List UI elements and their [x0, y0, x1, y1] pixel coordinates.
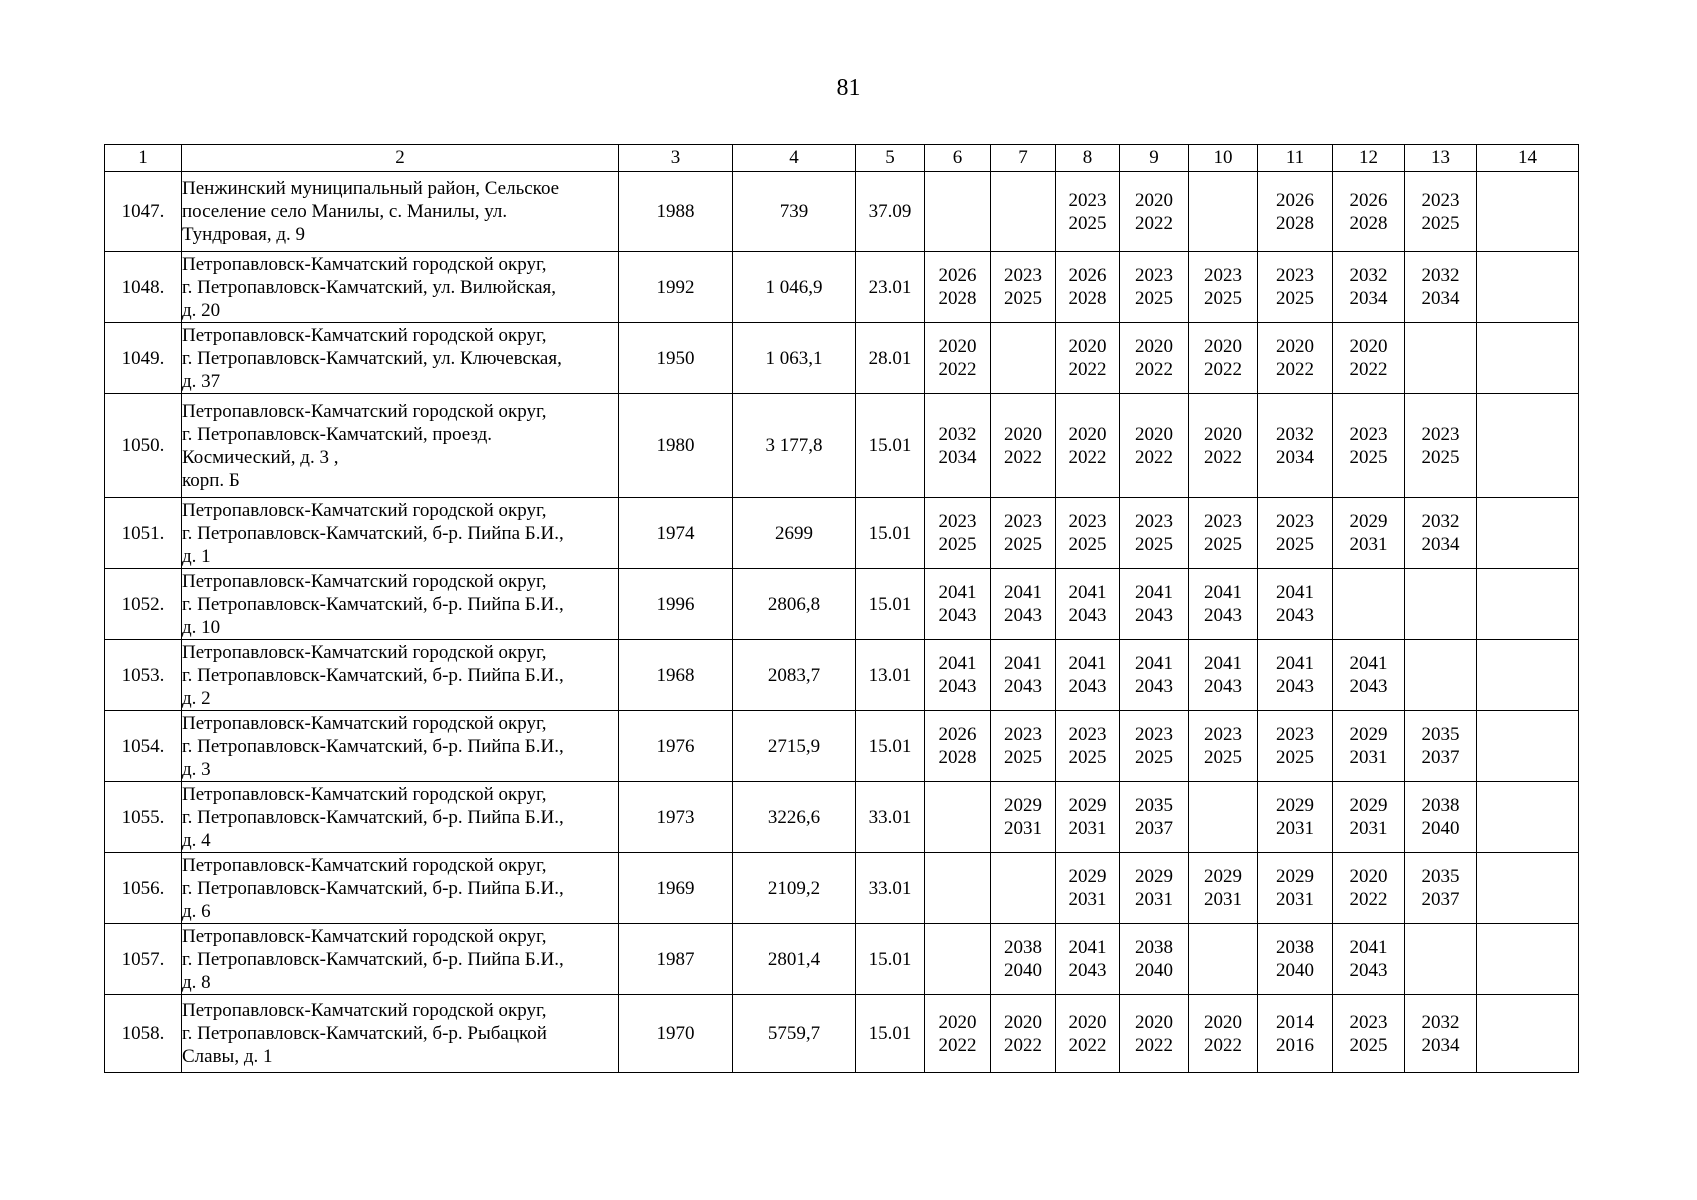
period-cell: 2020 2022	[1120, 995, 1189, 1073]
build-year-cell: 1996	[619, 569, 733, 640]
period-cell: 2023 2025	[991, 711, 1056, 782]
address-cell: Петропавловск-Камчатский городской округ, г. Петропавловск-Камчатский, б-р. Пийпа Б.И., д. 4	[182, 782, 619, 853]
period-cell	[925, 172, 991, 252]
period-cell	[1405, 924, 1477, 995]
table-row	[105, 640, 1579, 711]
period-cell: 2023 2025	[1405, 394, 1477, 498]
period-cell: 2020 2022	[925, 323, 991, 394]
period-cell: 2032 2034	[1258, 394, 1333, 498]
period-cell	[1477, 172, 1579, 252]
period-cell: 2041 2043	[925, 640, 991, 711]
code-cell: 15.01	[856, 569, 925, 640]
period-cell: 2029 2031	[1189, 853, 1258, 924]
period-cell: 2035 2037	[1405, 711, 1477, 782]
period-cell: 2023 2025	[1120, 252, 1189, 323]
code-cell: 15.01	[856, 394, 925, 498]
period-cell: 2020 2022	[991, 995, 1056, 1073]
period-cell	[1333, 569, 1405, 640]
period-cell: 2041 2043	[925, 569, 991, 640]
period-cell: 2026 2028	[925, 711, 991, 782]
column-header: 4	[733, 145, 856, 172]
area-cell: 2699	[733, 498, 856, 569]
period-cell	[1477, 853, 1579, 924]
code-cell: 15.01	[856, 498, 925, 569]
period-cell: 2041 2043	[1120, 569, 1189, 640]
period-cell: 2032 2034	[1333, 252, 1405, 323]
period-cell	[991, 172, 1056, 252]
column-header: 9	[1120, 145, 1189, 172]
period-cell: 2023 2025	[1120, 711, 1189, 782]
period-cell: 2026 2028	[925, 252, 991, 323]
period-cell: 2023 2025	[1333, 394, 1405, 498]
period-cell: 2041 2043	[1120, 640, 1189, 711]
period-cell: 2029 2031	[1120, 853, 1189, 924]
period-cell: 2023 2025	[1258, 711, 1333, 782]
period-cell: 2041 2043	[1056, 640, 1120, 711]
address-cell: Петропавловск-Камчатский городской округ, г. Петропавловск-Камчатский, б-р. Пийпа Б.И., д. 2	[182, 640, 619, 711]
build-year-cell: 1970	[619, 995, 733, 1073]
period-cell	[1477, 782, 1579, 853]
row-number-cell: 1058.	[105, 995, 182, 1073]
table-row	[105, 853, 1579, 924]
table-row	[105, 995, 1579, 1073]
table-body	[105, 172, 1579, 1073]
period-cell: 2041 2043	[1056, 924, 1120, 995]
code-cell: 15.01	[856, 711, 925, 782]
period-cell: 2029 2031	[1333, 711, 1405, 782]
build-year-cell: 1973	[619, 782, 733, 853]
period-cell: 2032 2034	[925, 394, 991, 498]
build-year-cell: 1976	[619, 711, 733, 782]
period-cell: 2041 2043	[1189, 569, 1258, 640]
address-cell: Петропавловск-Камчатский городской округ, г. Петропавловск-Камчатский, ул. Вилюйская, д. 20	[182, 252, 619, 323]
period-cell: 2020 2022	[1120, 323, 1189, 394]
period-cell	[1189, 172, 1258, 252]
repair-schedule-table	[104, 144, 1579, 1073]
area-cell: 2109,2	[733, 853, 856, 924]
period-cell	[925, 924, 991, 995]
code-cell: 37.09	[856, 172, 925, 252]
row-number-cell: 1047.	[105, 172, 182, 252]
column-number-header-row	[105, 145, 1579, 172]
period-cell: 2023 2025	[1258, 498, 1333, 569]
period-cell: 2020 2022	[1333, 853, 1405, 924]
row-number-cell: 1055.	[105, 782, 182, 853]
row-number-cell: 1052.	[105, 569, 182, 640]
period-cell: 2020 2022	[1056, 323, 1120, 394]
build-year-cell: 1980	[619, 394, 733, 498]
period-cell: 2020 2022	[1189, 323, 1258, 394]
column-header: 11	[1258, 145, 1333, 172]
period-cell: 2041 2043	[1189, 640, 1258, 711]
table-row	[105, 569, 1579, 640]
period-cell	[991, 323, 1056, 394]
period-cell: 2020 2022	[1189, 394, 1258, 498]
area-cell: 3 177,8	[733, 394, 856, 498]
row-number-cell: 1050.	[105, 394, 182, 498]
build-year-cell: 1968	[619, 640, 733, 711]
period-cell: 2035 2037	[1120, 782, 1189, 853]
code-cell: 15.01	[856, 995, 925, 1073]
table-row	[105, 711, 1579, 782]
table-row	[105, 252, 1579, 323]
column-header: 7	[991, 145, 1056, 172]
row-number-cell: 1048.	[105, 252, 182, 323]
period-cell: 2023 2025	[1056, 711, 1120, 782]
period-cell: 2023 2025	[925, 498, 991, 569]
table-row	[105, 782, 1579, 853]
period-cell: 2032 2034	[1405, 498, 1477, 569]
column-header: 13	[1405, 145, 1477, 172]
period-cell: 2026 2028	[1333, 172, 1405, 252]
build-year-cell: 1992	[619, 252, 733, 323]
address-cell: Петропавловск-Камчатский городской округ, г. Петропавловск-Камчатский, б-р. Пийпа Б.И., д. 1	[182, 498, 619, 569]
period-cell	[1405, 640, 1477, 711]
area-cell: 2806,8	[733, 569, 856, 640]
period-cell: 2041 2043	[1258, 640, 1333, 711]
period-cell: 2023 2025	[1405, 172, 1477, 252]
period-cell: 2032 2034	[1405, 995, 1477, 1073]
table-row	[105, 498, 1579, 569]
address-cell: Петропавловск-Камчатский городской округ, г. Петропавловск-Камчатский, б-р. Пийпа Б.И., д. 3	[182, 711, 619, 782]
code-cell: 33.01	[856, 782, 925, 853]
row-number-cell: 1056.	[105, 853, 182, 924]
period-cell: 2023 2025	[991, 498, 1056, 569]
period-cell: 2020 2022	[1333, 323, 1405, 394]
code-cell: 33.01	[856, 853, 925, 924]
code-cell: 13.01	[856, 640, 925, 711]
period-cell	[1477, 394, 1579, 498]
period-cell	[991, 853, 1056, 924]
address-cell: Петропавловск-Камчатский городской округ, г. Петропавловск-Камчатский, б-р. Пийпа Б.И., д. 6	[182, 853, 619, 924]
period-cell: 2023 2025	[1189, 498, 1258, 569]
build-year-cell: 1974	[619, 498, 733, 569]
period-cell	[1477, 711, 1579, 782]
period-cell	[1477, 995, 1579, 1073]
code-cell: 15.01	[856, 924, 925, 995]
build-year-cell: 1950	[619, 323, 733, 394]
column-header: 5	[856, 145, 925, 172]
area-cell: 2083,7	[733, 640, 856, 711]
period-cell	[1477, 252, 1579, 323]
period-cell: 2020 2022	[1056, 394, 1120, 498]
build-year-cell: 1988	[619, 172, 733, 252]
period-cell: 2035 2037	[1405, 853, 1477, 924]
period-cell: 2020 2022	[1189, 995, 1258, 1073]
table-row	[105, 172, 1579, 252]
column-header: 14	[1477, 145, 1579, 172]
period-cell: 2020 2022	[1258, 323, 1333, 394]
build-year-cell: 1987	[619, 924, 733, 995]
period-cell: 2020 2022	[991, 394, 1056, 498]
period-cell: 2041 2043	[1258, 569, 1333, 640]
area-cell: 1 046,9	[733, 252, 856, 323]
row-number-cell: 1053.	[105, 640, 182, 711]
address-cell: Петропавловск-Камчатский городской округ, г. Петропавловск-Камчатский, ул. Ключевская, д. 37	[182, 323, 619, 394]
row-number-cell: 1049.	[105, 323, 182, 394]
table-row	[105, 323, 1579, 394]
period-cell	[925, 853, 991, 924]
address-cell: Петропавловск-Камчатский городской округ, г. Петропавловск-Камчатский, проезд. Космический, д. 3 , корп. Б	[182, 394, 619, 498]
period-cell	[1189, 782, 1258, 853]
period-cell: 2029 2031	[1258, 782, 1333, 853]
address-cell: Петропавловск-Камчатский городской округ, г. Петропавловск-Камчатский, б-р. Рыбацкой Славы, д. 1	[182, 995, 619, 1073]
row-number-cell: 1054.	[105, 711, 182, 782]
period-cell: 2029 2031	[1333, 498, 1405, 569]
period-cell: 2029 2031	[1056, 782, 1120, 853]
period-cell: 2041 2043	[1056, 569, 1120, 640]
period-cell: 2023 2025	[1333, 995, 1405, 1073]
period-cell: 2023 2025	[1189, 711, 1258, 782]
area-cell: 2801,4	[733, 924, 856, 995]
table-row	[105, 394, 1579, 498]
period-cell	[1477, 498, 1579, 569]
period-cell: 2020 2022	[925, 995, 991, 1073]
period-cell: 2023 2025	[1258, 252, 1333, 323]
period-cell: 2026 2028	[1258, 172, 1333, 252]
column-header: 10	[1189, 145, 1258, 172]
area-cell: 5759,7	[733, 995, 856, 1073]
period-cell: 2020 2022	[1120, 172, 1189, 252]
period-cell: 2038 2040	[1258, 924, 1333, 995]
period-cell: 2032 2034	[1405, 252, 1477, 323]
period-cell: 2029 2031	[1333, 782, 1405, 853]
code-cell: 23.01	[856, 252, 925, 323]
period-cell: 2023 2025	[1056, 498, 1120, 569]
column-header: 6	[925, 145, 991, 172]
period-cell: 2014 2016	[1258, 995, 1333, 1073]
period-cell	[1477, 323, 1579, 394]
period-cell	[1405, 569, 1477, 640]
row-number-cell: 1057.	[105, 924, 182, 995]
period-cell: 2023 2025	[1120, 498, 1189, 569]
column-header: 1	[105, 145, 182, 172]
period-cell	[1405, 323, 1477, 394]
period-cell: 2023 2025	[1189, 252, 1258, 323]
page-number: 81	[836, 75, 861, 101]
address-cell: Петропавловск-Камчатский городской округ, г. Петропавловск-Камчатский, б-р. Пийпа Б.И., д. 8	[182, 924, 619, 995]
period-cell: 2038 2040	[991, 924, 1056, 995]
period-cell	[1477, 924, 1579, 995]
period-cell: 2026 2028	[1056, 252, 1120, 323]
period-cell: 2041 2043	[1333, 640, 1405, 711]
period-cell: 2020 2022	[1120, 394, 1189, 498]
period-cell: 2029 2031	[1056, 853, 1120, 924]
period-cell	[925, 782, 991, 853]
column-header: 12	[1333, 145, 1405, 172]
period-cell	[1189, 924, 1258, 995]
table-row	[105, 924, 1579, 995]
column-header: 8	[1056, 145, 1120, 172]
area-cell: 739	[733, 172, 856, 252]
address-cell: Пенжинский муниципальный район, Сельское поселение село Манилы, с. Манилы, ул. Тундровая, д. 9	[182, 172, 619, 252]
period-cell: 2020 2022	[1056, 995, 1120, 1073]
period-cell: 2023 2025	[991, 252, 1056, 323]
period-cell: 2038 2040	[1405, 782, 1477, 853]
address-cell: Петропавловск-Камчатский городской округ, г. Петропавловск-Камчатский, б-р. Пийпа Б.И., д. 10	[182, 569, 619, 640]
area-cell: 2715,9	[733, 711, 856, 782]
column-header: 2	[182, 145, 619, 172]
period-cell: 2041 2043	[991, 640, 1056, 711]
period-cell: 2029 2031	[1258, 853, 1333, 924]
period-cell: 2023 2025	[1056, 172, 1120, 252]
period-cell: 2041 2043	[1333, 924, 1405, 995]
column-header: 3	[619, 145, 733, 172]
area-cell: 1 063,1	[733, 323, 856, 394]
period-cell	[1477, 569, 1579, 640]
code-cell: 28.01	[856, 323, 925, 394]
period-cell: 2038 2040	[1120, 924, 1189, 995]
period-cell	[1477, 640, 1579, 711]
period-cell: 2041 2043	[991, 569, 1056, 640]
build-year-cell: 1969	[619, 853, 733, 924]
area-cell: 3226,6	[733, 782, 856, 853]
row-number-cell: 1051.	[105, 498, 182, 569]
period-cell: 2029 2031	[991, 782, 1056, 853]
